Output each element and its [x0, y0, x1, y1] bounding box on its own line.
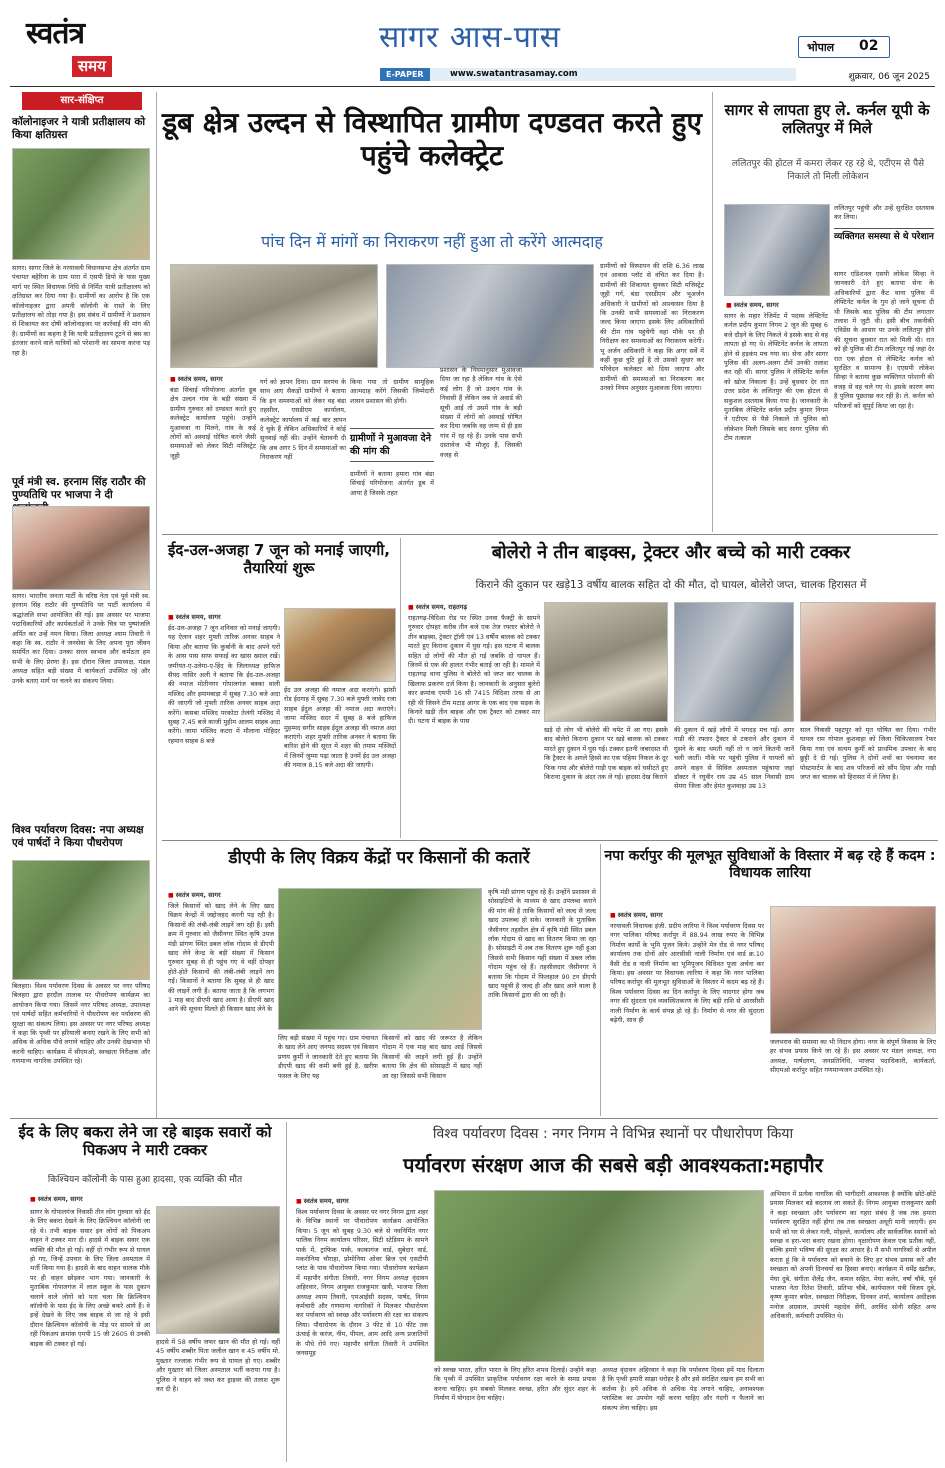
logo-top: स्वतंत्र [26, 16, 85, 51]
mayor-col-4: अभियान में प्रत्येक नागरिक की भागीदारी आवश्यक है क्योंकि छोटे-छोटे प्रयास मिलकर बड़े बदलाव ला सकते हैं। निगम आयुक्त राजकुमार खत्री ने कहा स्वच्छता और पर्यावरण का गहरा संबंध है जब तक हमारा पर्यावरण सुरक्षित नहीं होगा तब तक स्वच्छता अधूरी मानी जाएगी। हम सभी को घर से लेकर गली, मोहल्ले, कार्यालय और सार्वजनिक स्थानों को स्वच्छ व हरा-भरा बनाए रखना होगा। वृक्षारोपण केवल एक प्रतीक नहीं, बल्कि हमारे भविष्य की सुरक्षा का आधार है। मैं सभी नागरिकों से अपील करता हूं कि वे पर्यावरण को बचाने के लिए हर संभव प्रयास करें और स्वच्छता को अपनी दिनचर्या का हिस्सा बनाएं। कार्यक्रम में धर्मेंद्र खटीक, मेघा दुबे, संगीता शैलेंद्र जैन, कमल सहित, मेघा कलेर, वर्षा चौबे, पूर्व भाजपा नेता रितेश तिवारी, प्रतिभा चौबे, कार्यपालन यंत्री विजय दुबे, कृष्ण कुमार बघेल, स्वच्छता निरीक्षक, दिनकर शर्मा, कार्यालय अधीक्षक मनोज अग्रवाल, उपयंत्री महादेव सेंगी, अरविंद सोनी सहित अन्य अधिकारी, कर्मचारी उपस्थित थे। [770, 1190, 936, 1321]
sidebar-s1-heading: कॉलोनाइजर ने यात्री प्रतीक्षालय को किया क्षतिग्रस्त [12, 116, 146, 141]
page-number: 02 [859, 38, 879, 54]
date-line: शुक्रवार, 06 जून 2025 [848, 72, 930, 82]
bolero-col-3: की दुकान में खड़े लोगों में भगदड़ मच गई। अगर गाड़ी की रफ्तार ट्रैक्टर से टकराने और दुकान में घुसने के बाद थमती नहीं तो न जाने कितनी जानें चली जातीं। मौके पर पहुंची पुलिस ने घायलों को अपने वाहन से सिविल अस्पताल पहुंचाया जहां डॉक्टर ने रघुवीर राय उम्र 45 साल निवासी ग्राम सेमरा जिला और हेमंत कुशवाहा उम्र 13 [674, 726, 794, 791]
karrapur-headline: नपा कर्रापुर की मूलभूत सुविधाओं के विस्तार में बढ़ रहे हैं कदम : विधायक लारिया [604, 848, 936, 881]
colonel-col-1: सागर के महार रेजिमेंट में पदस्थ लेफ्टिनेंट कर्नल प्रदीप कुमार निगम 2 जून की सुबह 6 बजे दौड़ने के लिए निकले थे इसके बाद से वह लापता हो गए थे। लेफ्टिनेंट कर्नल के लापता होने से हड़कंप मच गया था। सेना और सागर पुलिस की अलग-अलग टीमें उनकी तलाश कर रही थीं। सागर पुलिस ने लेफ्टिनेंट कर्नल को खोज निकाला है। उन्हें बुधवार देर रात उत्तर प्रदेश के ललितपुर की एक होटल से सकुशल दस्तयाब किया गया है। जानकारी के मुताबिक लेफ्टिनेंट कर्नल प्रदीप कुमार निगम ने एटीएम से पैसे निकाले तो पुलिस को लोकेशन मिली जिसके बाद सागर पुलिस की टीम तत्काल [724, 312, 828, 443]
sidebar-s1-photo [12, 148, 150, 260]
eid-col-2: ईद उल अजहा की नमाज अदा कराएंगे। झांसी रोड ईदगाह में सुबह 7.30 बजे मुफ्ती जावेद रजा साहब ईदुल अजहा की नमाज अदा कराएंगे। जामा मस्जिद सदर में सुबह 8 बजे हाफिज मुहम्मद सगीर साहब ईदुल अजहा की नमाज अदा कराएंगे। शहर मुफ्ती तारिक अनवर ने बताया कि बारिश होने की सूरत में शहर की तमाम मस्जिदों में जिनमें जुम्मा पढ़ा जाता है उनमें ईद उल अजहा की नमाज 8.15 बजे अदा की जाएगी। [284, 686, 396, 770]
colonel-col-2: सागर एडिशनल एसपी लोकेश सिन्हा ने जानकारी देते हुए बताया सेना के अधिकारियों द्वारा कैंट थाना पुलिस में लेफ्टिनेंट कर्नल के गुम हो जाने सूचना दी थी जिसके बाद पुलिस की टीम लगातार तलाश में जुटी थी। इसी बीच तकनीकी एविडेंस के आधार पर उनके ललितपुर होने की सूचना बुधवार रात को मिली थी। रात को ही पुलिस की टीम ललितपुर गई जहां देर रात एक होटल से लेफ्टिनेंट कर्नल को सुरक्षित व सामान्य है। एएसपी लोकेश सिन्हा ने बताया कुछ व्यक्तिगत परेशानी की वजह से वह चले गए थे। इसके कारण क्या है पुलिस पूछताछ कर रही है। ले. कर्नल को परिजनों को सुपुर्द किया जा रहा है। [834, 270, 934, 410]
bolero-byline: ■ स्वतंत्र समय, राहतगढ़ [408, 602, 467, 611]
bolero-headline: बोलेरो ने तीन बाइक्स, ट्रेक्टर और बच्चे को मारी टक्कर [491, 542, 851, 563]
epaper-label: E-PAPER [380, 68, 430, 81]
mayor-col-2: को स्वच्छ भारत, हरित भारत के लिए हरित शपथ दिलाई। उन्होंने कहा कि पृथ्वी में उपस्थित प्राकृतिक पर्यावरण रक्षा करने के समग्र प्रयास करना चाहिए। हम सबको मिलकर स्वच्छ, हरित और सुंदर शहर के निर्माण में योगदान देना चाहिए। [434, 1366, 596, 1403]
eid-col-1: ईद-उल-अजहा 7 जून शनिवार को मनाई जाएगी। यह ऐलान शहर मुफ्ती तारिक अनवर साहब ने किया और बताया कि कुर्बानी के बाद अपने घरों के आस पास साफ सफाई का खास ख्याल रखें। जमीयत-ए-उलेमा-ए-हिंद के जिलाध्यक्ष हाफिज सैयद नासिर अली ने बताया कि ईद-उल-अजहा की नमाज मोतीनगर गोपालगंज बक्का वाली मस्जिद और इमामबाड़ा में सुबह 7.30 बजे अदा की जाएगी जो मुफ्ती तारिक अनवर साहब अदा करेंगे। कसबा मस्जिद परकोटा तेलंगी मस्जिद में सुबह 7.45 बजे काजी मुहीम आलम साहब अदा करेंगे। जामा मस्जिद कटरा में मौलाना मोहिदर रहमान साहब 8 बजे [168, 624, 280, 745]
dap-col-4: कृषि मंडी प्रांगण पहुंच रहे हैं। उन्होंने प्रशासन से सोसाइटियों के माध्यम से खाद उपलब्ध कराने की मांग की है ताकि किसानों को जल्द से जल्द खाद उपलब्ध हो सके। जानकारी के मुताबिक जैसीनगर तहसील क्षेत्र में कृषि मंडी स्थित डबल लॉक गोदाम से खाद का वितरण किया जा रहा है। सोसाइटी में अब तक वितरण शुरू नहीं हुआ जिससे सभी किसान यहीं संख्या में डबल लॉक गोदाम पहुंच रहे हैं। तहसीलदार जैसीनगर ने बताया कि गोदाम में फिलहाल 90 टन डीएपी खाद पहुंची है जल्द ही और खाद आने वाला है ताकि किसानों द्वारा की जा रही है। [488, 888, 596, 1000]
bolero-col-4: साल निवासी पहटपुर को मृत घोषित कर दिया। गंभीर घायल राम गोपाल कुशवाहा को जिला चिकित्सालय रेफर किया गया एवं सत्यम कुर्मी को प्राथमिक उपचार के बाद छुट्टी दे दी गई। पुलिस ने दोनों शवों का पंचनामा कर पोस्टमार्टम के बाद शव परिजनों को सौंप दिया और गाड़ी जप्त कर चालक को हिरासत में ले लिया है। [800, 726, 936, 782]
sidebar-s3-heading: विश्व पर्यावरण दिवस: नपा अध्यक्ष एवं पार्षदों ने किया पौधरोपण [12, 824, 144, 849]
sidebar-s1-body: सागर। सागर जिले के नरयावली विधानसभा क्षेत्र अंतर्गत ग्राम पंचायत बहेरिया के ग्राम मारा में एसपी डिपो के पास मुख्य मार्ग पर स्थित विधायक निधि से निर्मित यात्री प्रतीक्षालय को क्षतिग्रस्त कर दिया गया है। ग्रामीणों का आरोप है कि एक कॉलोनाइजर द्वारा अपनी कॉलोनी के रास्ते के लिए प्रतीक्षालय को तोड़ा गया है। इस संबंध में ग्रामीणों ने प्रशासन से शिकायत कर दोषी कॉलोनाइजर पर कार्रवाई की मांग की है। ग्रामीणों का कहना है कि यात्री प्रतीक्षालय टूटने से बस का इंतजार करने वाले यात्रियों को परेशानी का सामना करना पड़ रहा है। [12, 264, 150, 357]
page-tag [798, 36, 890, 58]
dap-col-2: लिए बड़ी संख्या में पहुंच गए। ग्राम पंचायत के खाद लेने आए जनपद सदस्य एवं किसान प्रणय कुर्मी ने जानकारी देते हुए बताया कि डीएपी खाद की कमी बनी हुई है, खरीफ फसल के लिए यह [278, 1034, 378, 1080]
story-eid [162, 538, 398, 838]
section-title: सागर आस-पास [379, 20, 561, 55]
city-label: भोपाल [807, 41, 835, 54]
mayor-photo [434, 1190, 764, 1362]
sidebar-s2-heading: पूर्व मंत्री स्व. हरनाम सिंह राठौर की पुण्यतिथि पर भाजपा ने दी [12, 476, 146, 501]
eid-headline: ईद-उल-अजहा 7 जून को मनाई जाएगी, तैयारियां शुरू [168, 541, 390, 577]
sidebar-s2-photo [12, 506, 150, 590]
lead-col-4: प्रशासन के नियमानुसार मुआवजा दिया जा रहा है लेकिन गांव के ऐसे कई लोग हैं जो उल्दन गांव के निवासी हैं लेकिन जब जे अवार्ड की सूची आई तो उसमें गांव के बड़ी संख्या में लोगों को अस्थाई घोषित कर दिया जबकि वह जन्म से ही इस गांव में रह रहे हैं। उनके पास सभी दस्तावेज भी मौजूद हैं, जिसकी वजह से [440, 366, 522, 459]
lead-col-1: बंडा सिंचाई परियोजना अंतर्गत डूब क्षेत्र उल्दन गांव के बड़ी संख्या में ग्रामीण गुरुवार को दण्डवत करते हुए कलेक्ट्रेट कार्यालय पहुंचे। उन्होंने मुआवजा ना मिलने, गांव के कई लोगों को अस्थाई घोषित करने जैसी समस्याओं को लेकर सिटी मजिस्ट्रेट जूही [170, 386, 256, 460]
story-mayor [290, 1122, 938, 1462]
mayor-kicker: विश्व पर्यावरण दिवस : नगर निगम ने विभिन्न स्थानों पर पौधारोपण किया [432, 1126, 794, 1142]
mayor-col-3: अध्यक्ष वृंदावन अहिरवार ने कहा कि पर्यावरण दिवस हमें याद दिलाता है कि पृथ्वी हमारी साझा धरोहर है और इसे संरक्षित रखना हम सभी का कर्तव्य है। हमें अधिक से अधिक पेड़ लगाने चाहिए, अनावश्यक प्लास्टिक का उपयोग नहीं करना चाहिए और गंदगी न फैलाने का संकल्प लेना चाहिए। इस [602, 1366, 764, 1412]
sidebar-s3-body: बिलहरा। विश्व पर्यावरण दिवस के अवसर पर नगर परिषद बिलहरा द्वारा हरदौल तालाब पर पौधरोपण कार्यक्रम का आयोजन किया गया। जिसमें नगर परिषद अध्यक्ष, उपाध्यक्ष एवं पार्षदों सहित कर्मचारियों ने पौधरोपण कर पर्यावरण की सुरक्षा का संकल्प लिया। इस अवसर पर नगर परिषद अध्यक्ष ने कहा कि पृथ्वी पर हरियाली बनाए रखने के लिए सभी को अधिक से अधिक पौधे लगाने चाहिए और उनकी देखभाल भी करनी चाहिए। कार्यक्रम में सीएमओ, स्वच्छता निरीक्षक और गणमान्य नागरिक उपस्थित रहे। [12, 982, 150, 1066]
colonel-side-heading: व्यक्तिगत समस्या से थे परेशान [834, 228, 934, 243]
pickup-col-1: सागर के गोपालगंज निवासी तीन लोग गुरुवार को ईद के लिए बकरा देखने के लिए क्रिश्चियन कॉलोनी जा रहे थे। तभी बाइक सवार इन लोगों को पिकअप वाहन ने टक्कर मार दी। हादसे में बाइक सवार एक व्यक्ति की मौत हो गई। वहीं दो गंभीर रूप से घायल हो गए, जिन्हें उपचार के लिए जिला अस्पताल में भर्ती किया गया है। हादसे के बाद वाहन चालक मौके पर ही वाहन छोड़कर भाग गया। जानकारी के मुताबिक गोपालगंज में लाल स्कूल के पास दुकान चलाने वाले लोगों को पता चला कि क्रिश्चियन कॉलोनी के पास ईद के लिए अच्छे बकरे आये हैं। वे इन्हें देखने के लिए जब बाइक से जा रहे थे इसी दौरान क्रिश्चियन कॉलोनी के मोड़ पर सामने से आ रही पिकअप क्रमांक एमपी 15 जी 2605 से उनकी बाइक की टक्कर हो गई। [30, 1208, 150, 1348]
logo [26, 18, 136, 80]
dap-headline: डीएपी के लिए विक्रय केंद्रों पर किसानों की कतारें [228, 848, 530, 868]
lead-col-5: ग्रामीणों को विस्थापन की राशि 6.36 लाख एवं आवास प्लॉट से वंचित कर दिया है। ग्रामीणों की शिकायत सुनकर सिटी मजिस्ट्रेट जूही गर्ग, बंडा एसडीएम और भूअर्जन अधिकारी ने ग्रामीणों को आश्वासन दिया है कि उनकी सभी समस्याओं का निराकरण जल्द किया जाएगा इसके लिए अधिकारियों की टीम गांव पहुंचेगी वहां मौके पर ही निरीक्षण कर समस्याओं का निराकरण करेगी। भू अर्जन अधिकारी ने कहा कि अगर सर्वे में कहीं कुछ त्रुटि हुई है तो उसको सुधार कर परिवेदन कलेक्टर को दिया जाएगा और ग्रामीणों की समस्याओं का निराकरण कर उनको नियम अनुसार मुआवजा दिया जाएगा। [600, 262, 704, 393]
sidebar-s2-body: सागर। भारतीय जनता पार्टी के वरिष्ठ नेता एवं पूर्व मंत्री स्व. हरनाम सिंह राठौर की पुण्यतिथि पर पार्टी कार्यालय में श्रद्धांजलि सभा आयोजित की गई। इस अवसर पर भाजपा पदाधिकारियों और कार्यकर्ताओं ने उनके चित्र पर पुष्पांजलि अर्पित कर उन्हें नमन किया। जिला अध्यक्ष श्याम तिवारी ने कहा कि स्व. राठौर ने जनसेवा के लिए अपना पूरा जीवन समर्पित कर दिया। उनका सरल स्वभाव और कर्मठता हम सभी के लिए प्रेरणा है। इस दौरान जिला उपाध्यक्ष, मंडल अध्यक्ष सहित बड़ी संख्या में कार्यकर्ता उपस्थित रहे और उनके बताए मार्ग पर चलने का संकल्प लिया। [12, 592, 150, 685]
pickup-photo [156, 1206, 280, 1334]
masthead [0, 0, 945, 90]
karrapur-col-1: नरयावली विधायक इंजी. प्रदीप लारिया ने विश्व पर्यावरण दिवस पर नगर पालिका परिषद कर्रापुर में 88.94 लाख रुपए के विभिन्न निर्माण कार्यों के भूमि पूजन किये। उन्होंने मेन रोड से नगर परिषद कार्यालय तक दोनों ओर आरसीसी नाली निर्माण एवं वार्ड क्र.10 वैसी रोड व नाली निर्माण का भूमिपूजन विधिवत पूजा अर्चना कर किया। इस अवसर पर विधायक लारिया ने कहा कि नगर पालिका परिषद कर्रापुर की मूलभूत सुविधाओं के विस्तार में कदम बढ़ रहे हैं। विश्व पर्यावरण दिवस का दिन कर्रापुर के लिए यादगार होगा जब नगर की सुंदरता एवं व्यवस्थितकरण के लिए बड़ी राशि से आरसीसी नाली निर्माण के कार्य संपन्न हो रहे हैं। निर्माण से नगर की सुंदरता बढ़ेगी, साथ ही [610, 922, 764, 1025]
lead-col-2: गर्ग को ज्ञापन दिया। ग्राम सरपंच के साथ आए सैकड़ों ग्रामीणों ने बताया कि इन समस्याओं को लेकर वह बंडा तहसील, एसडीएम कार्यालय, कलेक्ट्रेट कार्यालय में कई बार ज्ञापन दे चुके हैं लेकिन अधिकारियों ने कोई सुनवाई नहीं की। उन्होंने चेतावनी दी कि अब अगर 5 दिन में समस्याओं का निराकरण नहीं [260, 378, 346, 462]
pickup-byline: ■ स्वतंत्र समय, सागर [30, 1194, 83, 1203]
lead-col-3b: ग्रामीणों ने बताया हमारा गांव बंडा सिंचाई परियोजना अंतर्गत डूब में आया है जिसके तहत [350, 470, 434, 497]
dap-byline: ■ स्वतंत्र समय, सागर [168, 890, 221, 899]
lead-photo-2 [386, 264, 594, 368]
bolero-photo-2 [674, 602, 794, 722]
colonel-byline: ■ स्वतंत्र समय, सागर [726, 300, 779, 309]
story-pickup [10, 1122, 282, 1462]
mayor-byline: ■ स्वतंत्र समय, सागर [296, 1196, 349, 1205]
dap-col-1: जिले किसानों को खाद लेने के लिए खाद विक्रय केन्द्रों में जद्दोजहद करनी पड़ रही है। किसानों की लंबी-लंबी लाइनें लग रही हैं। इसी क्रम में गुरुवार को जैसीनगर स्थित कृषि उपज मंडी प्रांगण स्थित डबल लॉक गोदाम से डीएपी खाद लेने केन्द्र के बड़ी संख्या में किसान गुरुवार सुबह से ही पहुंच गए थे वहीं दोपहर होते-होते किसानों की लंबी-लंबी लाइनें लग गईं। किसानों ने बताया कि सुबह से ही खाद की लाइनें लगी हैं। बताया जाता है कि लगभग 1 माह बाद डीएपी खाद आया है। डीएपी खाद आने की सूचना मिलते ही किसान खाद लेने के [168, 902, 274, 1014]
bolero-photo-1 [544, 602, 668, 722]
lead-pull-quote: ग्रामीणों ने मुआवजा देने की मांग की [350, 428, 434, 462]
bolero-col-1: राहतगढ़-विदिशा रोड पर स्थित उनवा फैक्ट्री के सामने गुरुवार दोपहर करीब तीन बजे एक तेज रफ्तार बोलेरो ने तीन बाइक्स, ट्रेक्टर ट्रॉली एवं 13 वर्षीय बालक को टक्कर मारते हुए किराना दुकान में घुस गई। इस घटना में बालक सहित दो लोगों की मौत हो गई जबकि दो घायल हैं। जिनमें से एक की हालत गंभीर बताई जा रही है। मामले में राहतगढ़ थाना पुलिस ने बोलेरो को जप्त कर चालक के खिलाफ प्रकरण दर्ज किया है। जानकारी के अनुसार बुलेरो कार क्रमांक एमपी 16 सी 7415 विदिशा तरफ से आ रही थी जिसने टीम मटाड़ आगर के एक बाद एक सड़क के किनारे खड़ी तीन बाइक और एक ट्रैक्टर को टक्कर मार दी। घटना में बाइक के पास [408, 614, 540, 726]
bolero-subhead: किराने की दुकान पर खड़े13 वर्षीय बालक सहित दो की मौत, दो घायल, बोलेरो जप्त, चालक हिरासत में [475, 579, 867, 591]
mayor-headline: पर्यावरण संरक्षण आज की सबसे बड़ी आवश्यकता:महापौर [403, 1153, 823, 1177]
story-dap [162, 844, 598, 1116]
lead-story [162, 92, 712, 532]
lead-photo-1 [170, 264, 378, 368]
bolero-photo-3 [800, 602, 936, 722]
lead-byline: ■ स्वतंत्र समय, सागर [170, 374, 223, 383]
sidebar-label: सार-संक्षिप्त [22, 92, 142, 110]
pickup-subhead: किश्चियन कॉलोनी के पास हुआ हादसा, एक व्यक्ति की मौत [47, 1175, 243, 1185]
sidebar [10, 92, 152, 1118]
karrapur-photo [770, 906, 936, 1034]
story-karrapur [604, 844, 938, 1116]
karrapur-byline: ■ स्वतंत्र समय, सागर [610, 910, 663, 919]
story-lt-colonel [718, 92, 938, 532]
bolero-col-2: खड़े दो लोग भी बोलेरो की चपेट में आ गए। इसके बाद बोलेरो किराना दुकान पर खड़े बालक को टक्कर मारते हुए दुकान में घुस गई। टक्कर इतनी जबरदस्त थी कि ट्रैक्टर के अगले हिस्से का एक पहिया निकल के दूर फिक गया और बोलेरो गाड़ी एक बाइक को घसीटते हुए किराना दुकान के अंदर तक ले गई। हादसा देख किराने [544, 726, 668, 782]
website-link[interactable]: www.swatantrasamay.com [450, 69, 578, 79]
dap-photo [278, 888, 482, 1030]
colonel-subhead: ललितपुर की होटल में कमरा लेकर रह रहे थे, एटीएम से पैसे निकाले तो मिली लोकेशन [731, 159, 925, 182]
epaper-bar [380, 68, 796, 81]
pickup-headline: ईद के लिए बकरा लेने जा रहे बाइक सवारों को पिकअप ने मारी टक्कर [18, 1123, 272, 1159]
eid-photo [284, 608, 396, 682]
lead-col-3: किया गया तो ग्रामीण सामूहिक आत्मदाह करेंगे जिसकी जिम्मेदारी शासन प्रशासन की होगी। [350, 378, 434, 405]
karrapur-col-2: जलभराव की समस्या का भी निदान होगा। नगर के संपूर्ण विकास के लिए हर संभव प्रयास किये जा रहे हैं। इस अवसर पर मंडल अध्यक्ष, नपा अध्यक्ष, पार्षदगण, जनप्रतिनिधि, भाजपा पदाधिकारी, कार्यकर्ता, सीएमओ कर्रापुर सहित गणमान्यजन उपस्थित रहे। [770, 1038, 936, 1075]
lead-subhead: पांच दिन में मांगों का निराकरण नहीं हुआ तो करेंगे आत्मदाह [261, 232, 603, 251]
pickup-col-2: हादसे में 58 वर्षीय जफर खान की मौत हो गई। वहीं 45 वर्षीय शब्बीर पिता जलील खान व 45 वर्षीय मो. मुख्तार रज्जाक गंभीर रूप से घायल हो गए। शब्बीर और मुख्तार को जिला अस्पताल भर्ती कराया गया है। पुलिस ने वाहन को जब्त कर ड्राइवर की तलाश शुरू कर दी है। [156, 1338, 280, 1394]
dap-col-3: किसानों को खाद की जरूरत है लेकिन गोदाम में एक माह बाद खाद आई जिससे किसानों की लाइनें लगी हुई हैं। उन्होंने बताया कि क्षेत्र की सोसाइटी में खाद नहीं आ रहा जिससे सभी किसान [382, 1034, 482, 1080]
story-bolero [404, 538, 938, 838]
lead-headline: डूब क्षेत्र उल्दन से विस्थापित ग्रामीण दण्डवत करते हुए पहुंचे कलेक्ट्रेट [162, 106, 702, 173]
eid-byline: ■ स्वतंत्र समय, सागर [168, 612, 221, 621]
mayor-col-1: विश्व पर्यावरण दिवस के अवसर पर नगर निगम द्वारा शहर के विभिन्न स्थानों पर पौधारोपण कार्यक्रम आयोजित किया। 5 जून को सुबह 9.30 बजे से नवनिर्मित नगर पालिक निगम कार्यालय परिसर, सिटी स्टेडियम के सामने पार्क में, ट्राफिक पार्क, काकागंज वार्ड, सुबेदार वार्ड, मकरोनिया चौराहा, प्रोमोनिया ओवर ब्रिज एवं एसटीपी प्लांट के पास पौधारोपण किया गया। पौधारोपण कार्यक्रम में महापौर संगीता तिवारी, नगर निगम अध्यक्ष वृंदावन अहिरवार, निगम आयुक्त राजकुमार खत्री, भाजपा जिला अध्यक्ष श्याम तिवारी, एमआईसी सदस्य, पार्षद, निगम कर्मचारी और गणमान्य नागरिकों ने मिलकर पौधारोपण कर पर्यावरण को स्वच्छ और पर्यावरण की रक्षा का संकल्प लिया। पौधारोपण के दौरान 3 फीट से 10 फीट तक ऊंचाई के करंज, नीम, पीपल, आम आदि अन्य प्रजातियों के पौधे रोपे गए। महापौर संगीता तिवारी ने उपस्थित जनसमूह [296, 1208, 428, 1358]
colonel-photo [724, 204, 830, 296]
colonel-side-note: ललितपुर पहुंची और उन्हें सुरक्षित दस्तयाब कर लिया। [834, 204, 934, 222]
logo-bottom: समय [72, 56, 112, 77]
sidebar-s3-photo [12, 860, 150, 980]
colonel-headline: सागर से लापता हुए ले. कर्नल यूपी के ललितपुर में मिले [724, 101, 930, 137]
